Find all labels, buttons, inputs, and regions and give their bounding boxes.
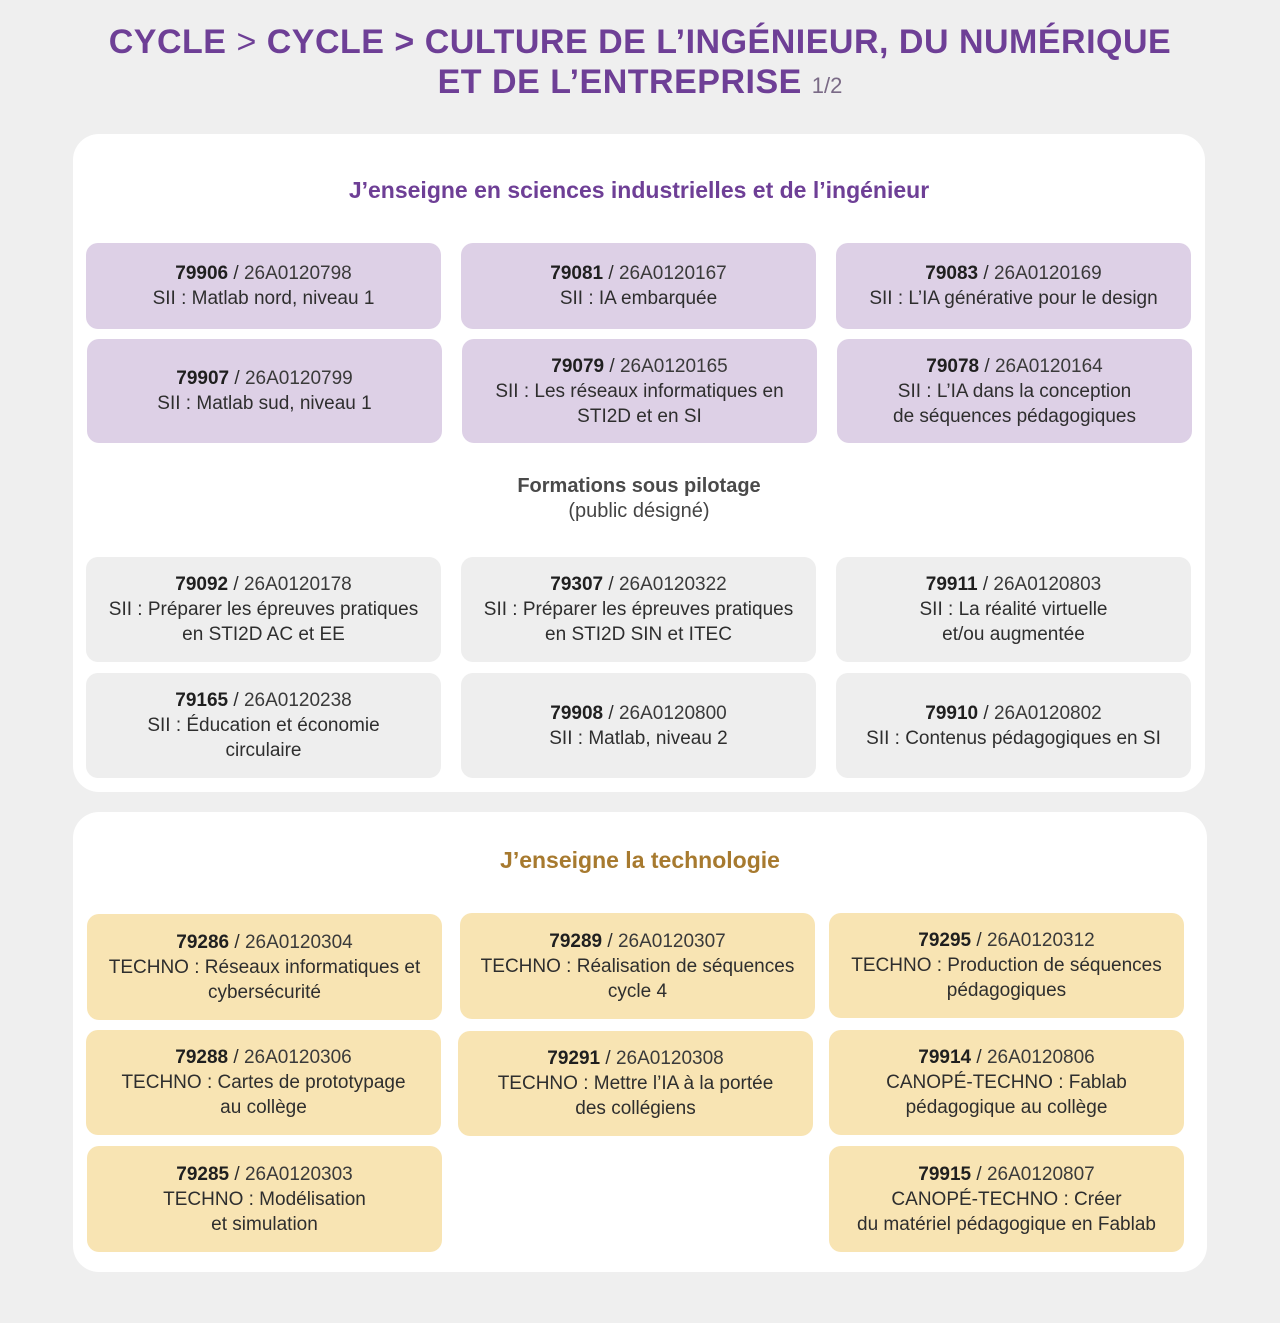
course-description: TECHNO : Réseaux informatiques et cybersécurité — [108, 956, 421, 1003]
course-number: 79906 — [175, 263, 229, 284]
course-reference: 26A0120798 — [243, 263, 352, 284]
course-number: 79911 — [925, 574, 978, 595]
course-card[interactable] — [86, 243, 441, 329]
course-reference: 26A0120312 — [986, 930, 1095, 951]
course-reference: 26A0120799 — [244, 368, 353, 389]
course-description: SII : Contenus pédagogiques en SI — [866, 727, 1161, 749]
course-code: 79911 / 26A0120803 — [925, 574, 1102, 595]
sii-section-title: J’enseigne en sciences industrielles et de l’ingénieur — [348, 177, 930, 203]
course-number: 79079 — [551, 355, 605, 377]
course-description: SII : L’IA dans la conception de séquences pédagogiques — [893, 380, 1136, 427]
course-card[interactable] — [829, 913, 1184, 1018]
course-reference: 26A0120802 — [993, 702, 1102, 724]
course-code: 79914 / 26A0120806 — [918, 1047, 1095, 1068]
course-reference: 26A0120167 — [618, 263, 727, 284]
course-card[interactable] — [86, 1030, 441, 1135]
course-number: 79908 — [550, 702, 604, 724]
course-card[interactable] — [836, 243, 1191, 329]
course-number: 79307 — [550, 574, 604, 595]
course-code: 79906 / 26A0120798 — [175, 263, 352, 284]
course-description: SII : Matlab, niveau 2 — [549, 727, 728, 749]
course-card[interactable] — [87, 1146, 442, 1252]
course-description: TECHNO : Modélisation et simulation — [163, 1188, 366, 1235]
sii-panel — [73, 134, 1205, 792]
page-title — [0, 22, 1280, 106]
course-description: SII : La réalité virtuelle et/ou augmentée — [919, 599, 1108, 645]
techno-panel — [73, 812, 1207, 1272]
course-card[interactable] — [87, 914, 442, 1020]
course-card[interactable] — [458, 1031, 813, 1136]
course-code: 79307 / 26A0120322 — [550, 574, 727, 595]
course-description: CANOPÉ-TECHNO : Fablab pédagogique au collège — [886, 1072, 1127, 1118]
course-code: 79165 / 26A0120238 — [175, 690, 352, 711]
course-card[interactable] — [461, 557, 816, 662]
course-number: 79914 — [918, 1047, 972, 1068]
course-description: SII : Matlab nord, niveau 1 — [152, 288, 375, 309]
course-code: 79291 / 26A0120308 — [547, 1048, 724, 1069]
course-card[interactable] — [462, 339, 817, 443]
course-description: SII : IA embarquée — [559, 288, 718, 309]
course-description: CANOPÉ-TECHNO : Créer du matériel pédagogique en Fablab — [857, 1188, 1156, 1235]
page-title-line-2 — [0, 62, 1280, 106]
course-card[interactable] — [461, 673, 816, 778]
course-description: SII : Matlab sud, niveau 1 — [157, 393, 372, 414]
course-card[interactable] — [836, 557, 1191, 662]
course-card[interactable] — [460, 913, 815, 1019]
course-description: TECHNO : Cartes de prototypage au collège — [121, 1072, 406, 1118]
course-reference: 26A0120238 — [243, 690, 352, 711]
course-reference: 26A0120807 — [986, 1163, 1095, 1185]
course-reference: 26A0120308 — [615, 1048, 724, 1069]
course-reference: 26A0120164 — [994, 355, 1103, 377]
course-card[interactable] — [461, 243, 816, 329]
course-card[interactable] — [86, 557, 441, 662]
course-card[interactable] — [837, 339, 1192, 443]
course-description: SII : L’IA générative pour le design — [869, 288, 1158, 309]
course-number: 79078 — [926, 355, 980, 377]
course-reference: 26A0120169 — [993, 263, 1102, 284]
course-card[interactable] — [86, 673, 441, 778]
course-number: 79289 — [549, 930, 603, 952]
course-card[interactable] — [829, 1146, 1184, 1252]
course-number: 79165 — [175, 690, 229, 711]
course-code: 79907 / 26A0120799 — [176, 368, 353, 389]
course-code: 79079 / 26A0120165 — [551, 355, 728, 377]
course-description: TECHNO : Production de séquences pédagogiques — [851, 955, 1162, 1001]
title-separator: > — [236, 23, 257, 61]
course-card[interactable] — [836, 673, 1191, 778]
course-reference: 26A0120322 — [618, 574, 727, 595]
course-code: 79289 / 26A0120307 — [549, 930, 726, 952]
course-code: 79285 / 26A0120303 — [176, 1163, 353, 1185]
course-reference: 26A0120304 — [244, 931, 353, 953]
pilot-subheading: (public désigné) — [568, 500, 710, 522]
course-code: 79915 / 26A0120807 — [918, 1163, 1095, 1185]
course-description: SII : Éducation et économie circulaire — [147, 715, 380, 761]
course-reference: 26A0120803 — [993, 574, 1102, 595]
course-code: 79910 / 26A0120802 — [925, 702, 1102, 724]
course-number: 79910 — [925, 702, 979, 724]
course-description: TECHNO : Mettre l’IA à la portée des collégiens — [497, 1073, 774, 1119]
course-number: 79081 — [550, 263, 604, 284]
course-number: 79092 — [175, 574, 229, 595]
course-code: 79092 / 26A0120178 — [175, 574, 352, 595]
title-part-2: CYCLE > CULTURE DE L’INGÉNIEUR, DU NUMÉRIQUE — [266, 23, 1172, 61]
course-code: 79083 / 26A0120169 — [925, 263, 1102, 284]
course-code: 79286 / 26A0120304 — [176, 931, 353, 953]
page-title-line-1 — [0, 22, 1280, 62]
title-line-2: ET DE L’ENTREPRISE — [437, 63, 802, 101]
course-reference: 26A0120800 — [618, 702, 727, 724]
course-code: 79295 / 26A0120312 — [918, 930, 1095, 951]
course-code: 79288 / 26A0120306 — [175, 1047, 352, 1068]
course-description: SII : Préparer les épreuves pratiques en STI2D SIN et ITEC — [483, 599, 794, 645]
course-reference: 26A0120306 — [243, 1047, 352, 1068]
pilot-heading: Formations sous pilotage — [517, 475, 761, 497]
course-reference: 26A0120303 — [244, 1163, 353, 1185]
course-number: 79083 — [925, 263, 979, 284]
title-part-1: CYCLE — [108, 23, 227, 61]
page-indicator: 1/2 — [811, 73, 843, 98]
course-code: 79078 / 26A0120164 — [926, 355, 1103, 377]
course-number: 79286 — [176, 931, 230, 953]
course-number: 79915 — [918, 1163, 972, 1185]
course-code: 79081 / 26A0120167 — [550, 263, 727, 284]
course-description: SII : Les réseaux informatiques en STI2D et en SI — [495, 380, 784, 427]
course-code: 79908 / 26A0120800 — [550, 702, 727, 724]
course-number: 79291 — [547, 1048, 601, 1069]
course-card[interactable] — [829, 1030, 1184, 1135]
pilot-heading-block — [73, 474, 1205, 524]
course-reference: 26A0120178 — [243, 574, 352, 595]
course-card[interactable] — [87, 339, 442, 443]
course-description: SII : Préparer les épreuves pratiques en STI2D AC et EE — [108, 599, 419, 645]
techno-section-title: J’enseigne la technologie — [500, 847, 780, 873]
course-number: 79907 — [176, 368, 230, 389]
course-number: 79285 — [176, 1163, 230, 1185]
course-description: TECHNO : Réalisation de séquences cycle 4 — [480, 955, 795, 1002]
course-number: 79295 — [918, 930, 972, 951]
course-reference: 26A0120806 — [986, 1047, 1095, 1068]
course-number: 79288 — [175, 1047, 229, 1068]
course-reference: 26A0120165 — [619, 355, 728, 377]
course-reference: 26A0120307 — [617, 930, 726, 952]
